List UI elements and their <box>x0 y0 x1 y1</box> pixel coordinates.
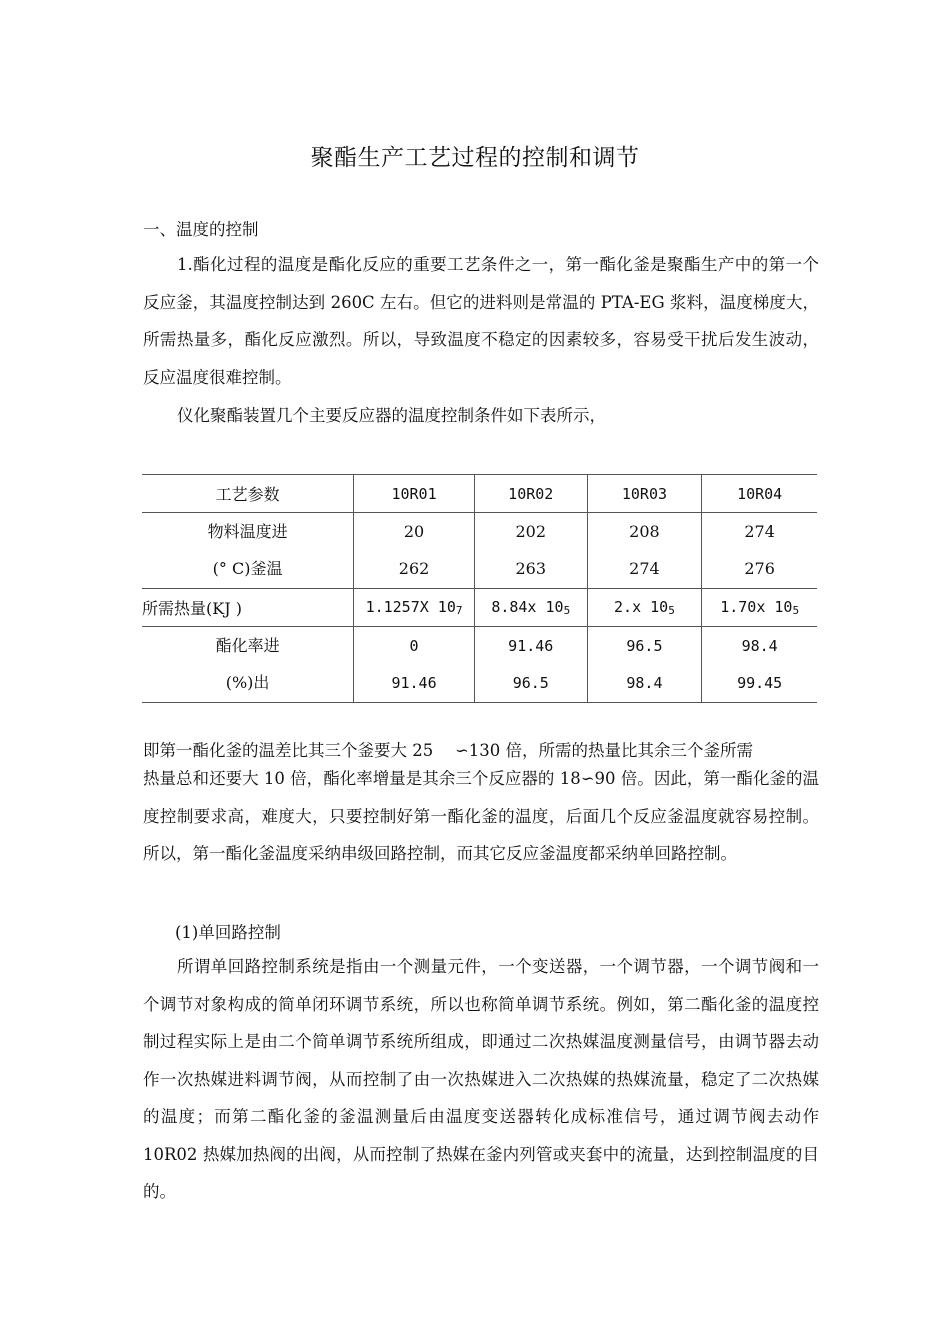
table-cell <box>587 513 702 589</box>
table-row-temperature <box>142 513 817 589</box>
cell-value: 274 <box>744 521 775 541</box>
ester-label-out: (%)出 <box>225 673 270 693</box>
cell-value: 98.4 <box>626 674 663 693</box>
table-cell <box>702 589 817 627</box>
table-header-cell: 10R03 <box>587 475 702 513</box>
cell-value: 96.5 <box>626 636 663 655</box>
cell-value: 99.45 <box>737 674 783 693</box>
ester-label-in: 酯化率进 <box>215 635 280 655</box>
cell-value: 263 <box>515 559 547 579</box>
table-cell <box>474 589 587 627</box>
cell-value: 202 <box>515 521 547 541</box>
table-cell <box>702 627 817 703</box>
cell-value: 208 <box>629 521 660 541</box>
heat-exponent: 5 <box>668 604 675 617</box>
table-cell <box>474 513 587 589</box>
temperature-label-in: 物料温度进 <box>207 521 288 541</box>
heat-label: 所需热量(KJ ) <box>142 589 354 627</box>
cell-value: 276 <box>744 559 775 579</box>
cell-value: 98.4 <box>741 636 778 655</box>
table-header-cell: 工艺参数 <box>142 475 354 513</box>
paragraph-single-loop-control: 所谓单回路控制系统是指由一个测量元件，一个变送器，一个调节器，一个调节阀和一个调节对象构成的简单闭环调节系统，所以也称简单调节系统。例如，第二酯化釜的温度控制过程实际上是由二个简单调节系统所组成，即通过二次热媒温度测量信号，由调节器去动作一次热媒进料调节阀，从而控制了由一次热媒进入二次热媒的热媒流量，稳定了二次热媒的温度；而第二酯化釜的釜温测量后由温度变送器转化成标准信号，通过调节阀去动作 10R02 热媒加热阀的出阀，从而控制了热媒在釜内列管或夹套中的流量，达到控制温度的目的。 <box>143 957 819 1201</box>
table-header-cell: 10R02 <box>474 475 587 513</box>
cell-value: 20 <box>403 521 425 541</box>
heat-exponent: 5 <box>792 604 800 617</box>
temperature-label-kettle: (° C)釜温 <box>212 559 283 579</box>
paragraph-comparison: 热量总和还要大 10 倍，酯化率增量是其余三个反应器的 18∽90 倍。因此，第一酯化釜的温度控制要求高，难度大，只要控制好第一酯化釜的温度，后面几个反应釜温度就容易控制。所以，第一酯化釜温度采纳串级回路控制，而其它反应釜温度都采纳单回路控制。 <box>143 769 819 863</box>
table-cell <box>587 627 702 703</box>
table-cell <box>587 589 702 627</box>
heat-mantissa: 1.70x 10 <box>720 598 793 616</box>
document-title: 聚酯生产工艺过程的控制和调节 <box>310 145 640 171</box>
table-header-cell: 10R01 <box>354 475 475 513</box>
table-cell-label <box>142 513 354 589</box>
cell-value: 262 <box>398 559 430 579</box>
cell-value: 0 <box>409 636 419 655</box>
table-row-esterification <box>142 627 817 703</box>
heat-mantissa: 8.84x 10 <box>491 598 564 616</box>
table-header-row <box>142 475 817 513</box>
table-row-heat <box>142 589 817 627</box>
table-cell <box>354 627 475 703</box>
table-cell <box>474 627 587 703</box>
subsection-heading: (1)单回路控制 <box>175 923 281 942</box>
temperature-control-table <box>142 474 817 703</box>
paragraph-comparison-first-line: 即第一酯化釜的温差比其三个釜要大 25 ∽130 倍，所需的热量比其余三个釜所需 <box>143 741 754 760</box>
paragraph-esterification-temperature: 1.酯化过程的温度是酯化反应的重要工艺条件之一，第一酯化釜是聚酯生产中的第一个反应釜，其温度控制达到 260C 左右。但它的进料则是常温的 PTA-EG 浆料，温度梯度大，所需热量多，酯化反应激烈。所以，导致温度不稳定的因素较多，容易受干扰后发生波动，反应温度很难控制。 <box>143 255 819 387</box>
heat-exponent: 7 <box>455 604 463 617</box>
table-cell <box>702 513 817 589</box>
table-header-cell: 10R04 <box>702 475 817 513</box>
paragraph-table-intro: 仪化聚酯装置几个主要反应器的温度控制条件如下表所示， <box>177 406 606 425</box>
table-cell <box>354 513 475 589</box>
table-cell <box>354 589 475 627</box>
heat-mantissa: 1.1257X 10 <box>365 598 456 616</box>
cell-value: 96.5 <box>512 674 549 693</box>
cell-value: 91.46 <box>508 636 554 655</box>
heat-exponent: 5 <box>563 604 571 617</box>
cell-value: 274 <box>629 559 660 579</box>
section-heading: 一、温度的控制 <box>143 220 259 239</box>
heat-mantissa: 2.x 10 <box>614 598 669 616</box>
table-cell-label <box>142 627 354 703</box>
cell-value: 91.46 <box>391 674 437 693</box>
